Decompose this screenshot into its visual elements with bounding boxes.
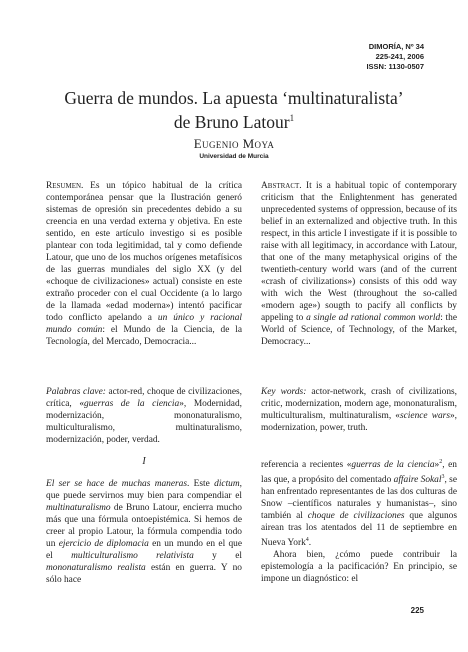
body-left-em6: mononaturalismo realista <box>46 563 146 573</box>
keywords-es-emphasis: guerras de la ciencia <box>84 399 180 409</box>
abstract-es-text: Es un tópico habitual de la crítica contemporánea pensar que la Ilustración generó sistemas de opresión sin precedentes debido a su creencia en una verdad externa y objetiva. En este sentido, en este artículo investigo si es posible plantear con toda legitimidad, tal y como defiende Latour, que uno de los muchos orígenes metafísicos de las guerras mundiales del siglo XX (y del «choque de civilizaciones» actual) consiste en este extraño proceder con el cual Occidente (a lo largo de la llamada «edad moderna») intentó pacificar todo conflicto apelando a <box>46 181 242 323</box>
keywords-es-text-end: », Modernidad, modernización, mononaturalismo, multiculturalismo, multinaturalismo, modernización, poder, verdad. <box>46 399 242 445</box>
body-right-t4: , se han enfrentado representantes de las dos culturas de Snow –científicos naturales y humanistas–, sino también al <box>261 475 457 522</box>
body-left-t3: de Bruno Latour, encierra mucho más que una fórmula ontoepistémica. Si hemos de creer al propio Latour, la fórmula compendia todo un <box>46 503 242 549</box>
body-right-t6: . <box>308 538 312 549</box>
body-left-em3: multinaturalismo <box>46 503 111 513</box>
article-title <box>0 88 468 132</box>
keywords-en-label: Key words: <box>261 387 307 397</box>
abstract-en-label: Abstract. <box>261 181 302 191</box>
body-text-left <box>46 478 242 586</box>
body-right-t2: » <box>434 460 440 471</box>
footnote-mark-2: 2 <box>439 459 443 465</box>
body-right-paragraph-2: Ahora bien, ¿cómo puede contribuir la epistemología a la pacificación? En principio, se impone un diagnóstico: el <box>261 550 457 585</box>
body-left-em4: ejercicio de diplomacia <box>58 539 149 549</box>
keywords-spanish <box>46 386 242 446</box>
keywords-en-text: actor-network, crash of civilizations, critic, modernization, modern age, mononaturalism, multiculturalism, multinaturalism, « <box>261 387 457 421</box>
section-number: I <box>142 456 146 467</box>
footnote-mark-4: 4 <box>305 537 309 544</box>
body-right-em3: choque de civilizaciones <box>307 511 405 522</box>
body-left-em1: El ser se hace de muchas maneras <box>46 479 187 489</box>
keywords-es-label: Palabras clave: <box>46 387 106 397</box>
journal-pages: 225-241, 2006 <box>375 52 424 61</box>
keywords-es-text: actor-red, choque de civilizaciones, crítica, « <box>46 387 243 409</box>
body-left-em2: dictum <box>214 479 240 489</box>
body-right-t3: , en las que, a propósito del comentado <box>261 460 457 486</box>
abstract-en-emphasis: a single ad rational common world <box>306 313 441 323</box>
keywords-english <box>261 386 457 434</box>
title-line-2-text: de Bruno Latour <box>173 111 290 132</box>
body-right-em2: affaire Sokal <box>393 475 442 486</box>
page-number: 225 <box>410 606 424 615</box>
keywords-en-text-end: », modernization, power, truth. <box>261 411 457 433</box>
body-right-t5: que algunos airean tras los atentados del 11 de septiembre en Nueva York <box>261 511 458 549</box>
journal-issn: ISSN: 1130-0507 <box>366 62 424 71</box>
abstract-es-emphasis: un único y racional mundo común <box>46 313 242 335</box>
body-left-t6: están en guerra. Y no sólo hace <box>46 563 242 585</box>
keywords-en-emphasis: science wars <box>400 411 450 421</box>
body-left-t4: en un mundo en el que el <box>46 539 243 561</box>
body-left-t2: , que puede servirnos muy bien para compendiar el <box>46 479 242 501</box>
title-footnote-mark: 1 <box>289 113 295 123</box>
abstract-english <box>261 180 457 348</box>
body-left-em5: multiculturalismo relativista <box>71 551 194 561</box>
abstract-es-label: Resumen. <box>46 181 84 191</box>
journal-issue: DIMORÍA, Nº 34 <box>368 42 424 51</box>
abstract-es-text-end: : el Mundo de la Ciencia, de la Tecnología, del Mercado, Democracia... <box>46 325 242 347</box>
body-left-t1: . Este <box>187 479 215 489</box>
body-left-t5: y el <box>193 551 242 561</box>
abstract-spanish <box>46 180 242 348</box>
title-line-2 <box>0 108 468 132</box>
title-line-1: Guerra de mundos. La apuesta ‘multinaturalista’ <box>64 88 404 108</box>
body-right-t1: referencia a recientes « <box>261 460 352 471</box>
author-affiliation: Universidad de Murcia <box>199 153 269 160</box>
abstract-en-text-end: : the World of Science, of Technology, of the Market, Democracy... <box>261 313 457 347</box>
body-text-right <box>261 456 457 585</box>
author-name: Eugenio Moya <box>193 136 275 151</box>
journal-header <box>366 42 424 72</box>
footnote-mark-3: 3 <box>441 474 445 481</box>
body-right-em1: guerras de la ciencia <box>351 460 435 471</box>
abstract-en-text: It is a habitual topic of contemporary criticism that the Enlightenment has generated unprecedented systems of oppression, because of its belief in an externalized and objective truth. In this respect, in this article I investigate if it is possible to raise with all legitimacy, in accordance with Latour, that one of the many metaphysical origins of the twentieth-century world wars (and of the current «crash of civilizations») consists of this odd way with wich the West (throughout the so-called «modern age») sougth to pacify all conflicts by appeling to <box>261 181 457 323</box>
